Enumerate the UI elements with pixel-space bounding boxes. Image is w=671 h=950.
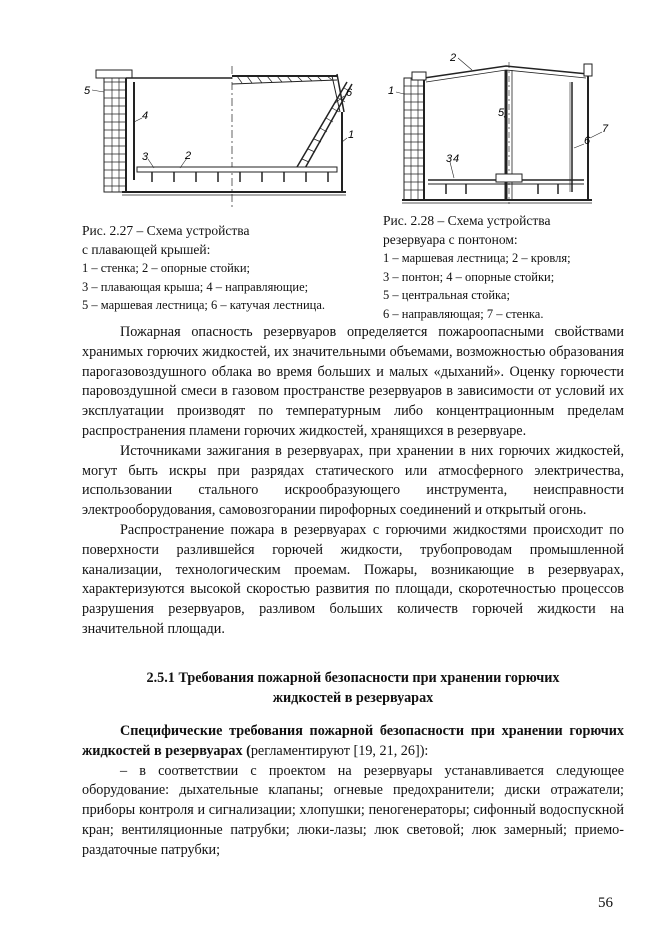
requirements-intro-rest: регламентируют [19, 21, 26]): (250, 742, 429, 759)
figure2-legend-line: 3 – понтон; 4 – опорные стойки; (383, 269, 555, 284)
figure1-legend-line: 1 – стенка; 2 – опорные стойки; (82, 261, 250, 275)
fig2-label-5: 5 (498, 107, 505, 119)
figure-pontoon-tank (388, 52, 626, 207)
fig1-label-5: 5 (84, 85, 91, 97)
requirements-intro-bold: Специфические требования пожарной безопасности при хранении горючих жидкостей в резервуарах ( (82, 723, 624, 759)
fig2-label-4: 4 (453, 153, 460, 165)
figure2-caption (383, 212, 633, 323)
figure1-caption (82, 222, 382, 315)
section-heading-line-1: 2.5.1 Требования пожарной безопасности при хранении горючих (146, 670, 560, 686)
fig1-label-6: 6 (346, 87, 353, 99)
fig2-label-7: 7 (602, 123, 609, 135)
fig1-label-4: 4 (142, 110, 149, 122)
requirements-block (82, 722, 624, 861)
fig1-label-3: 3 (142, 151, 149, 163)
figure1-caption-title-2: с плавающей крышей: (82, 241, 211, 257)
fig2-label-1: 1 (388, 85, 395, 97)
fig1-label-1: 1 (348, 129, 355, 141)
requirements-intro (82, 722, 624, 762)
figure2-legend-line: 1 – маршевая лестница; 2 – кровля; (383, 251, 571, 265)
body-paragraphs (82, 323, 624, 640)
paragraph-fire-hazard: Пожарная опасность резервуаров определяется пожароопасными свойствами хранимых горючих жидкостей, их значительными объемами, возможностью образования парогазовоздушного облака во время больших и малых «дыханий». Оценку горючести паровоздушной смеси в газовом пространстве резервуаров в зависимости от условий их эксплуатации производят по температурным либо концентрационным пределам распространения пламени горючих жидкостей, хранящихся в резервуаре. (82, 324, 624, 439)
paragraph-fire-spread: Распространение пожара в резервуарах с горючими жидкостями происходит по поверхности разлившейся горючей жидкости, трубопроводам промышленной канализации, технологическим проемам. Пожары, возникающие в резервуарах, характеризуются высокой скоростью развития по площади, скоротечностью процессов разрушения резервуаров, разливом больших количеств горючей жидкости на значительной площади. (82, 521, 624, 637)
figure2-caption-title-2: резервуара с понтоном: (383, 231, 518, 247)
figure2-legend-line: 5 – центральная стойка; (383, 288, 510, 302)
section-heading-line-2: жидкостей в резервуарах (272, 690, 434, 706)
figure2-caption-title: Рис. 2.28 – Схема устройства (383, 213, 551, 228)
fig2-label-6: 6 (584, 135, 591, 147)
figure2-legend-line: 6 – направляющая; 7 – стенка. (383, 306, 544, 321)
fig2-label-3: 3 (446, 153, 453, 165)
section-heading (82, 668, 624, 708)
page-number: 56 (598, 895, 613, 911)
figure-floating-roof-tank (82, 62, 372, 212)
figure1-legend-line: 3 – плавающая крыша; 4 – направляющие; (82, 279, 309, 294)
fig1-label-2: 2 (185, 150, 192, 162)
list-item: – в соответствии с проектом на резервуары устанавливается следующее оборудование: дыхательные клапаны; огневые предохранители; диски отражатели; приборы контроля и сигнализации; хлопушки; пеногенераторы; сифонный водоспускной кран; вентиляционные патрубки; люки-лазы; люк световой; люк замерный; приемо-раздаточные патрубки; (82, 762, 624, 858)
paragraph-ignition-sources: Источниками зажигания в резервуарах, при хранении в них горючих жидкостей, могут быть искры при разрядах статического или атмосферного электричества, использовании стального искрообразующего инструмента, неисправности электрооборудования, самовозгорании пирофорных соединений и открытый огонь. (82, 442, 624, 519)
figure1-caption-title: Рис. 2.27 – Схема устройства (82, 223, 250, 238)
fig2-label-2: 2 (450, 52, 457, 64)
figure1-legend-line: 5 – маршевая лестница; 6 – катучая лестница. (82, 298, 325, 312)
